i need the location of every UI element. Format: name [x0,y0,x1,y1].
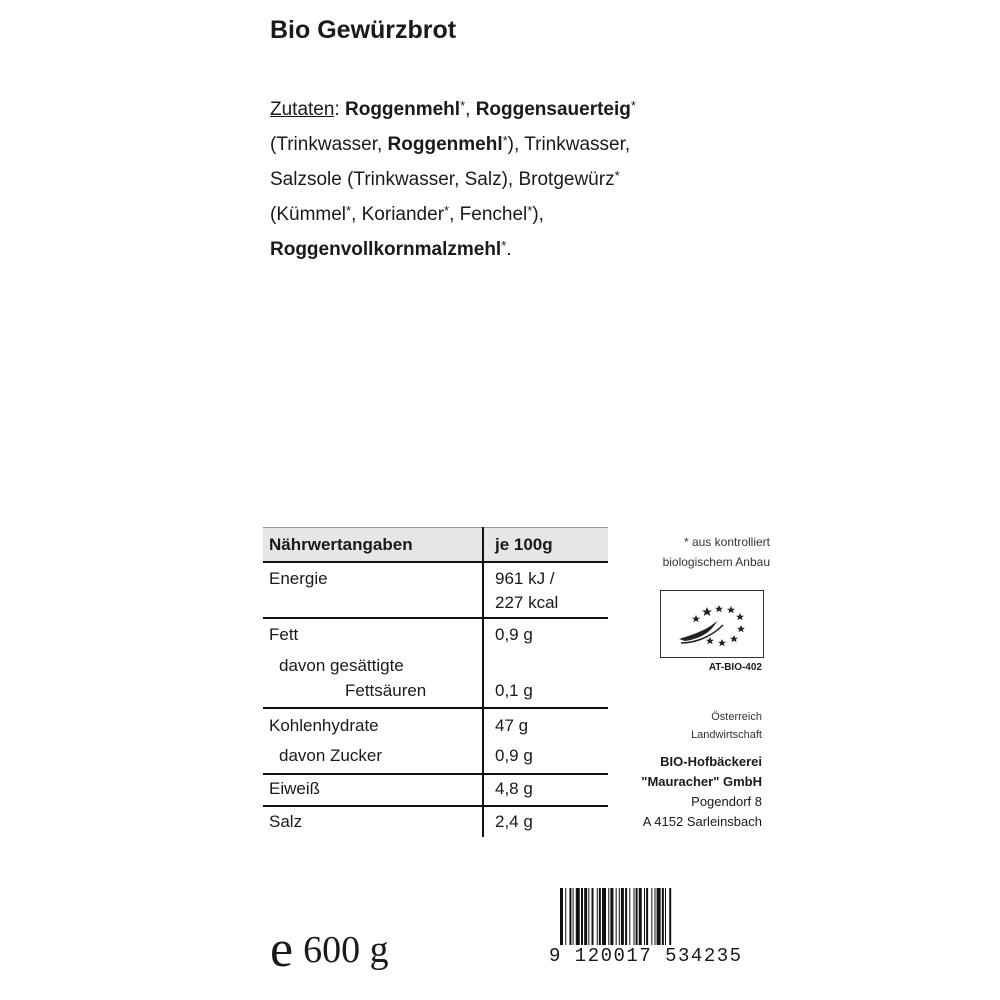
net-weight [270,920,389,979]
organic-star: * [502,133,508,148]
ingredient-text: (Kümmel [270,204,347,225]
nutrition-label: Energie [269,569,328,588]
eu-organic-logo-icon [660,590,764,658]
nutrition-value: 0,9 g [495,746,533,765]
nutrition-label: Kohlenhydrate [269,716,379,735]
ingredient-roggensauerteig: Roggensauerteig [475,99,631,120]
nutrition-row-kohlenhydrate [263,709,608,775]
origin-line: Österreich [711,711,762,723]
company-street: Pogendorf 8 [691,794,762,809]
nutrition-row-eiweiss [263,775,608,807]
ingredients-line-5 [270,230,710,265]
organic-star: * [614,168,620,183]
company-address [600,752,762,832]
company-name: BIO-Hofbäckerei [660,754,762,769]
organic-star: * [460,98,466,113]
nutrition-value: 0,9 g [495,625,533,644]
company-city: A 4152 Sarleinsbach [642,814,762,829]
nutrition-row-fett [263,619,608,709]
nutrition-value: 0,1 g [495,681,533,700]
ingredient-text: , Fenchel [449,204,528,225]
nutrition-header [263,527,608,563]
table-column-divider [482,527,484,837]
nutrition-row-energie [263,563,608,619]
ingredients-list [270,90,710,265]
organic-star: * [501,238,507,253]
weight-value: 600 g [303,929,389,971]
ingredients-line-1 [270,90,710,125]
ingredient-text: ), Trinkwasser, [507,134,631,155]
ingredient-text: Salzsole (Trinkwasser, Salz), Brotgewürz [270,169,615,190]
ingredient-text: , Koriander [351,204,445,225]
nutrition-label: Salz [269,812,303,831]
ingredients-line-3 [270,160,710,195]
footnote-line: biologischem Anbau [662,555,770,569]
ingredients-colon: : [334,99,340,120]
nutrition-header-value: je 100g [495,535,553,554]
origin-line: Landwirtschaft [691,729,762,741]
nutrition-value: 47 g [495,716,529,735]
organic-star: * [346,203,352,218]
ingredients-label: Zutaten [270,99,335,120]
ingredients-line-2 [270,125,710,160]
footnote-line: * aus kontrolliert [683,535,770,549]
nutrition-value: 227 kcal [495,593,559,612]
nutrition-label: Fett [269,625,299,644]
bio-control-code: AT-BIO-402 [708,662,762,673]
ingredient-text: ), [532,204,544,225]
nutrition-row-salz [263,807,608,840]
nutrition-sublabel: davon gesättigte [279,656,404,675]
organic-star: * [630,98,636,113]
organic-star: * [444,203,450,218]
nutrition-sublabel: Fettsäuren [345,681,427,700]
estimated-sign: e [270,921,294,978]
ingredients-line-4 [270,195,710,230]
organic-star: * [527,203,533,218]
organic-footnote [620,532,770,572]
nutrition-value: 961 kJ / [495,569,555,588]
origin-statement [620,708,762,744]
ingredient-roggenmehl: Roggenmehl [345,99,461,120]
barcode-number: 9 120017 534235 [547,945,749,967]
company-name: "Mauracher" GmbH [641,774,762,789]
product-title: Bio Gewürzbrot [270,16,457,44]
nutrition-value: 2,4 g [495,812,533,831]
ingredient-roggenvollkornmalzmehl: Roggenvollkornmalzmehl [270,239,502,260]
nutrition-table [263,527,608,840]
nutrition-header-label: Nährwertangaben [269,535,413,554]
ingredient-text: (Trinkwasser, [270,134,388,155]
ingredient-roggenmehl: Roggenmehl [387,134,503,155]
separator: , [465,99,476,120]
nutrition-value: 4,8 g [495,779,533,798]
ingredient-text: . [506,239,512,260]
nutrition-label: Eiweiß [269,779,321,798]
nutrition-sublabel: davon Zucker [279,746,382,765]
